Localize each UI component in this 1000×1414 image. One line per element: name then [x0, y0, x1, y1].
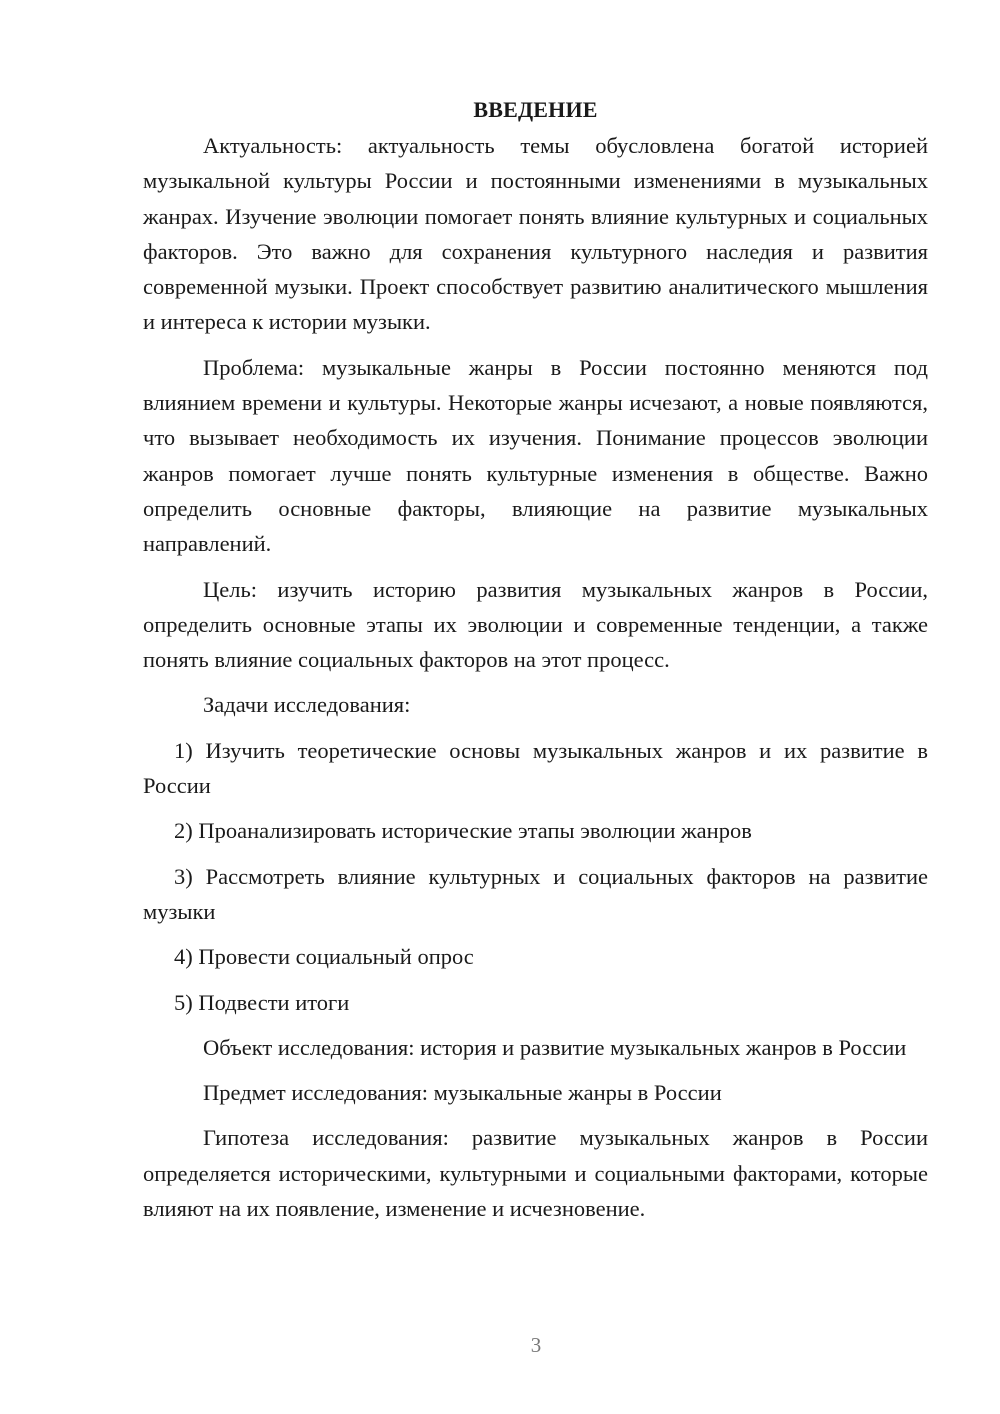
section-heading: ВВЕДЕНИЕ [473, 97, 598, 122]
subject-paragraph: Предмет исследования: музыкальные жанры в России [203, 1080, 722, 1106]
object-paragraph: Объект исследования: история и развитие музыкальных жанров в России [203, 1034, 907, 1060]
task-item-2: 2) Проанализировать исторические этапы эволюции жанров [174, 818, 752, 844]
problem-paragraph: Проблема: музыкальные жанры в России постоянно меняются под влиянием времени и культуры. Некоторые жанры исчезают, а новые появляются, что вызывает необходимость их изучения. Понимание процессов эволюции жанров помогает лучше понять культурные изменения в обществе. Важно определить основные факторы, влияющие на развитие музыкальных направлений. [143, 354, 928, 557]
task-item-4: 4) Провести социальный опрос [174, 944, 474, 970]
hypothesis-paragraph: Гипотеза исследования: развитие музыкальных жанров в России определяется историческими, культурными и социальными факторами, которые влияют на их появление, изменение и исчезновение. [143, 1125, 928, 1222]
task-item-1: 1) Изучить теоретические основы музыкальных жанров и их развитие в России [143, 737, 928, 799]
goal-paragraph: Цель: изучить историю развития музыкальных жанров в России, определить основные этапы их эволюции и современные тенденции, а также понять влияние социальных факторов на этот процесс. [143, 576, 928, 673]
tasks-heading: Задачи исследования: [203, 692, 411, 718]
document-page [143, 92, 928, 1236]
task-item-3: 3) Рассмотреть влияние культурных и социальных факторов на развитие музыки [143, 863, 928, 924]
task-item-5: 5) Подвести итоги [174, 989, 350, 1015]
relevance-paragraph: Актуальность: актуальность темы обусловлена богатой историей музыкальной культуры России и постоянными изменениями в музыкальных жанрах. Изучение эволюции помогает понять влияние культурных и социальных факторов. Это важно для сохранения культурного наследия и развития современной музыки. Проект способствует развитию аналитического мышления и интереса к истории музыки. [143, 133, 928, 335]
page-number: 3 [530, 1333, 542, 1357]
